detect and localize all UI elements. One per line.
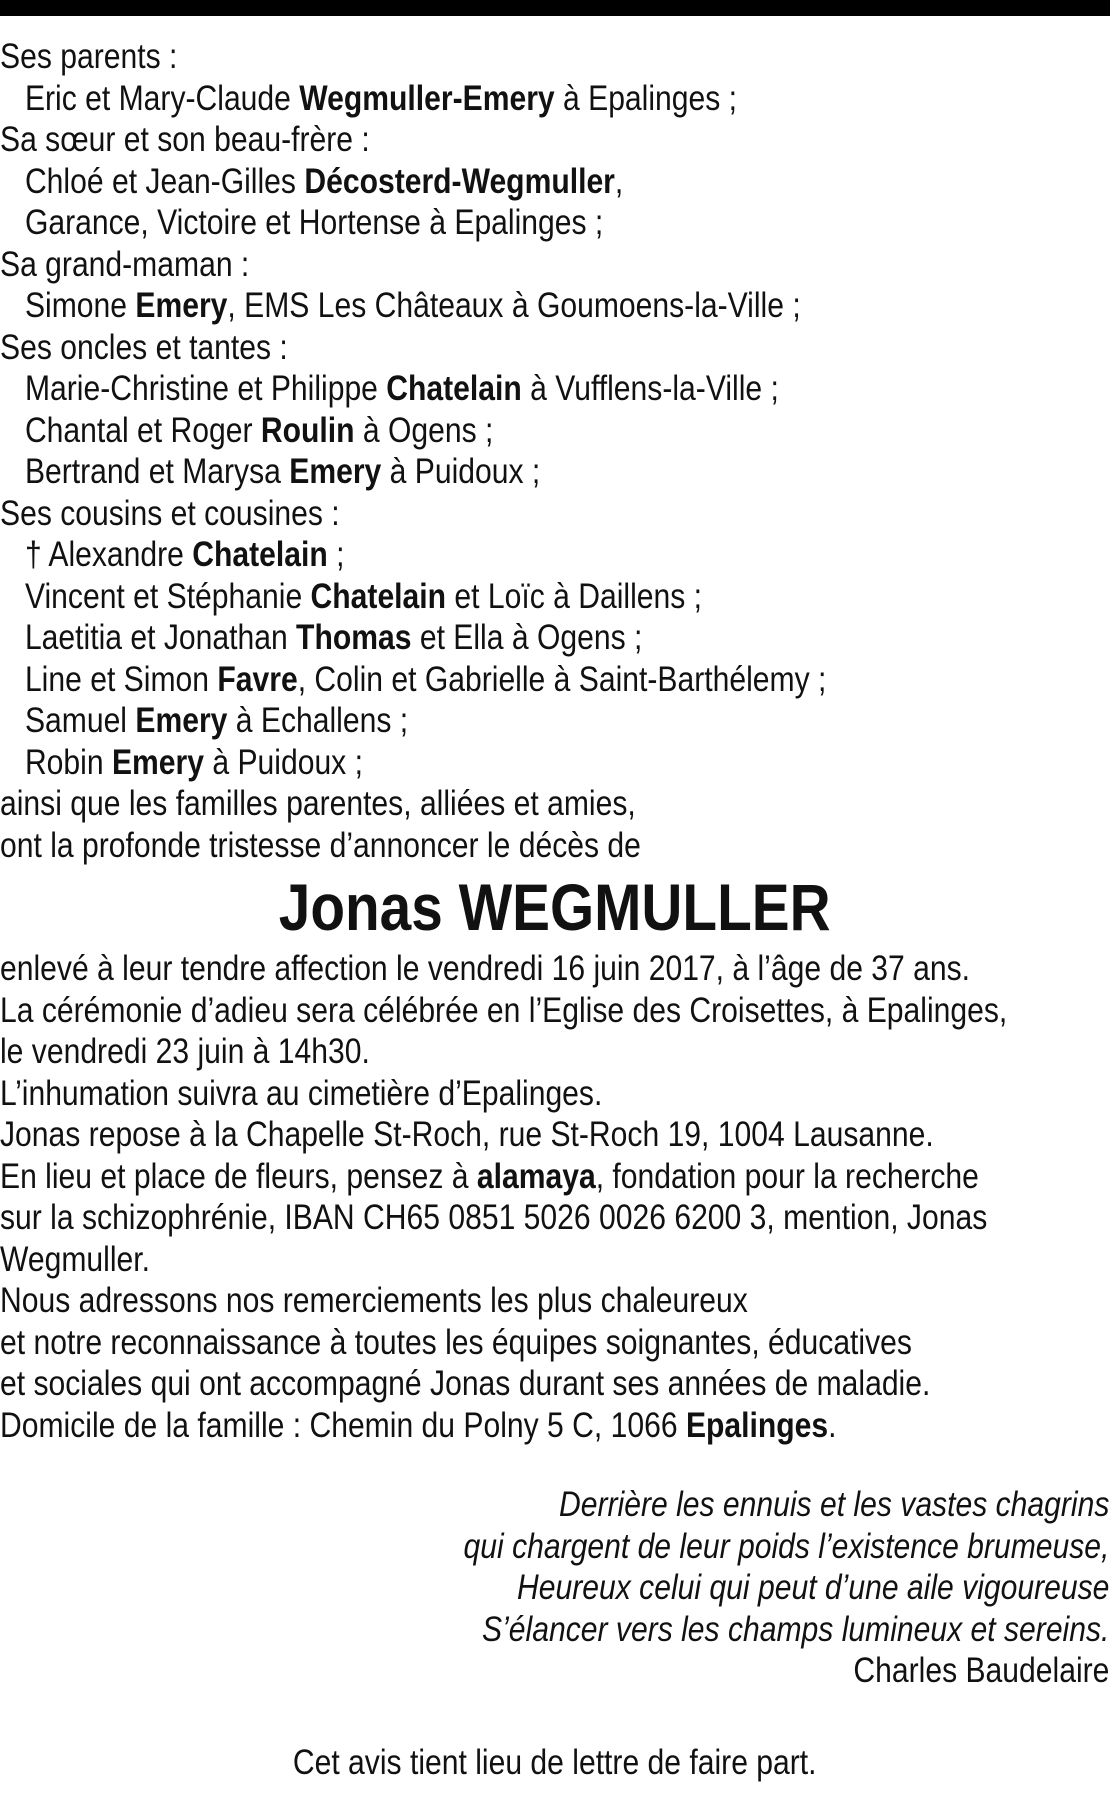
member-surname: Roulin bbox=[260, 410, 355, 450]
member-surname: Thomas bbox=[296, 618, 412, 657]
family-member-line bbox=[0, 576, 1109, 618]
family-member-line bbox=[0, 161, 1109, 203]
family-member-line bbox=[0, 368, 1109, 410]
poem-line: Heureux celui qui peut d’une aile vigoureuse bbox=[517, 1568, 1110, 1607]
member-surname: Emery bbox=[135, 286, 228, 325]
member-given-names: † Alexandre bbox=[24, 535, 193, 574]
poem-line: Derrière les ennuis et les vastes chagrins bbox=[558, 1485, 1110, 1524]
member-given-names: Simone bbox=[24, 286, 136, 325]
family-domicile-town: Epalinges bbox=[685, 1405, 829, 1445]
member-location: à Puidoux ; bbox=[381, 452, 541, 491]
member-location: à Ogens ; bbox=[354, 410, 494, 450]
family-group-label: Ses oncles et tantes : bbox=[0, 327, 288, 367]
member-surname: Emery bbox=[135, 701, 228, 740]
member-location: , Colin et Gabrielle à Saint-Barthélemy ; bbox=[297, 659, 827, 699]
member-location: et Loïc à Daillens ; bbox=[446, 576, 703, 616]
member-location: à Epalinges ; bbox=[554, 78, 738, 118]
member-given-names: Laetitia et Jonathan bbox=[24, 618, 297, 657]
body-line: La cérémonie d’adieu sera célébrée en l’Eglise des Croisettes, à Epalinges, bbox=[0, 990, 1008, 1030]
body-line: Nous adressons nos remerciements les plus chaleureux bbox=[0, 1281, 748, 1320]
intro-line: ont la profonde tristesse d’annoncer le décès de bbox=[0, 825, 641, 865]
closing-note: Cet avis tient lieu de lettre de faire part. bbox=[292, 1742, 817, 1782]
member-surname: Wegmuller-Emery bbox=[299, 78, 555, 118]
member-location: , bbox=[614, 161, 624, 201]
body-text: En lieu et place de fleurs, pensez à bbox=[0, 1156, 477, 1196]
family-group-label: Sa grand-maman : bbox=[0, 244, 250, 284]
body-line: Jonas repose à la Chapelle St-Roch, rue St-Roch 19, 1004 Lausanne. bbox=[0, 1115, 934, 1154]
family-member-line bbox=[0, 534, 1109, 576]
body-line: le vendredi 23 juin à 14h30. bbox=[0, 1032, 370, 1071]
family-member-line bbox=[0, 659, 1109, 701]
member-location: ; bbox=[327, 535, 345, 574]
family-member-line bbox=[0, 451, 1109, 493]
member-given-names: Eric et Mary-Claude bbox=[24, 78, 300, 118]
obituary-notice bbox=[0, 36, 1109, 1783]
family-group-label: Ses parents : bbox=[0, 37, 178, 76]
family-member-line bbox=[0, 202, 1109, 244]
body-line bbox=[0, 1405, 1109, 1447]
body-line bbox=[0, 1156, 1109, 1198]
member-location: à Vufflens-la-Ville ; bbox=[521, 369, 779, 408]
member-given-names: Chloé et Jean-Gilles bbox=[24, 161, 305, 201]
family-member-line bbox=[0, 410, 1109, 452]
family-member-line bbox=[0, 742, 1109, 784]
body-line: enlevé à leur tendre affection le vendredi 16 juin 2017, à l’âge de 37 ans. bbox=[0, 949, 971, 988]
poem-author: Charles Baudelaire bbox=[853, 1651, 1110, 1690]
member-surname: Chatelain bbox=[192, 535, 328, 574]
top-rule bbox=[0, 0, 1110, 16]
body-line: L’inhumation suivra au cimetière d’Epalinges. bbox=[0, 1073, 603, 1113]
member-given-names: Line et Simon bbox=[24, 659, 218, 699]
family-member-line bbox=[0, 78, 1109, 120]
member-location: et Ella à Ogens ; bbox=[411, 618, 643, 657]
member-given-names: Marie-Christine et Philippe bbox=[24, 369, 387, 408]
member-given-names: Vincent et Stéphanie bbox=[24, 576, 311, 616]
body-line: Wegmuller. bbox=[0, 1239, 151, 1279]
body-line: et notre reconnaissance à toutes les équipes soignantes, éducatives bbox=[0, 1322, 912, 1362]
member-surname: Emery bbox=[111, 742, 204, 782]
member-location: à Puidoux ; bbox=[203, 742, 363, 782]
member-given-names: Robin bbox=[24, 742, 112, 782]
body-line: sur la schizophrénie, IBAN CH65 0851 5026 0026 6200 3, mention, Jonas bbox=[0, 1198, 988, 1237]
member-given-names: Chantal et Roger bbox=[24, 410, 261, 450]
family-list bbox=[0, 36, 1109, 783]
body-line: et sociales qui ont accompagné Jonas durant ses années de maladie. bbox=[0, 1364, 931, 1403]
member-surname: Favre bbox=[217, 659, 298, 699]
family-member-line bbox=[0, 700, 1109, 742]
family-member-line bbox=[0, 617, 1109, 659]
member-surname: Emery bbox=[289, 452, 382, 491]
body-text: , fondation pour la recherche bbox=[595, 1156, 979, 1196]
member-given-names: Garance, Victoire et Hortense à Epalinges ; bbox=[24, 203, 604, 242]
body-text: Domicile de la famille : Chemin du Polny 5 C, 1066 bbox=[0, 1405, 686, 1445]
member-surname: Décosterd-Wegmuller bbox=[304, 161, 615, 201]
member-surname: Chatelain bbox=[310, 576, 447, 616]
family-member-line bbox=[0, 285, 1109, 327]
poem-line: S’élancer vers les champs lumineux et sereins. bbox=[482, 1609, 1110, 1649]
family-group-label: Ses cousins et cousines : bbox=[0, 493, 340, 533]
poem-line: qui chargent de leur poids l’existence brumeuse, bbox=[463, 1526, 1110, 1566]
deceased-name: Jonas WEGMULLER bbox=[278, 870, 831, 944]
member-given-names: Bertrand et Marysa bbox=[24, 452, 290, 491]
member-given-names: Samuel bbox=[24, 701, 136, 740]
family-group-label: Sa sœur et son beau-frère : bbox=[0, 120, 370, 159]
intro-line: ainsi que les familles parentes, alliées et amies, bbox=[0, 784, 636, 823]
foundation-name: alamaya bbox=[476, 1156, 596, 1196]
member-surname: Chatelain bbox=[386, 369, 522, 408]
body-text: . bbox=[828, 1405, 837, 1445]
member-location: , EMS Les Châteaux à Goumoens-la-Ville ; bbox=[227, 286, 801, 325]
member-location: à Echallens ; bbox=[227, 701, 409, 740]
